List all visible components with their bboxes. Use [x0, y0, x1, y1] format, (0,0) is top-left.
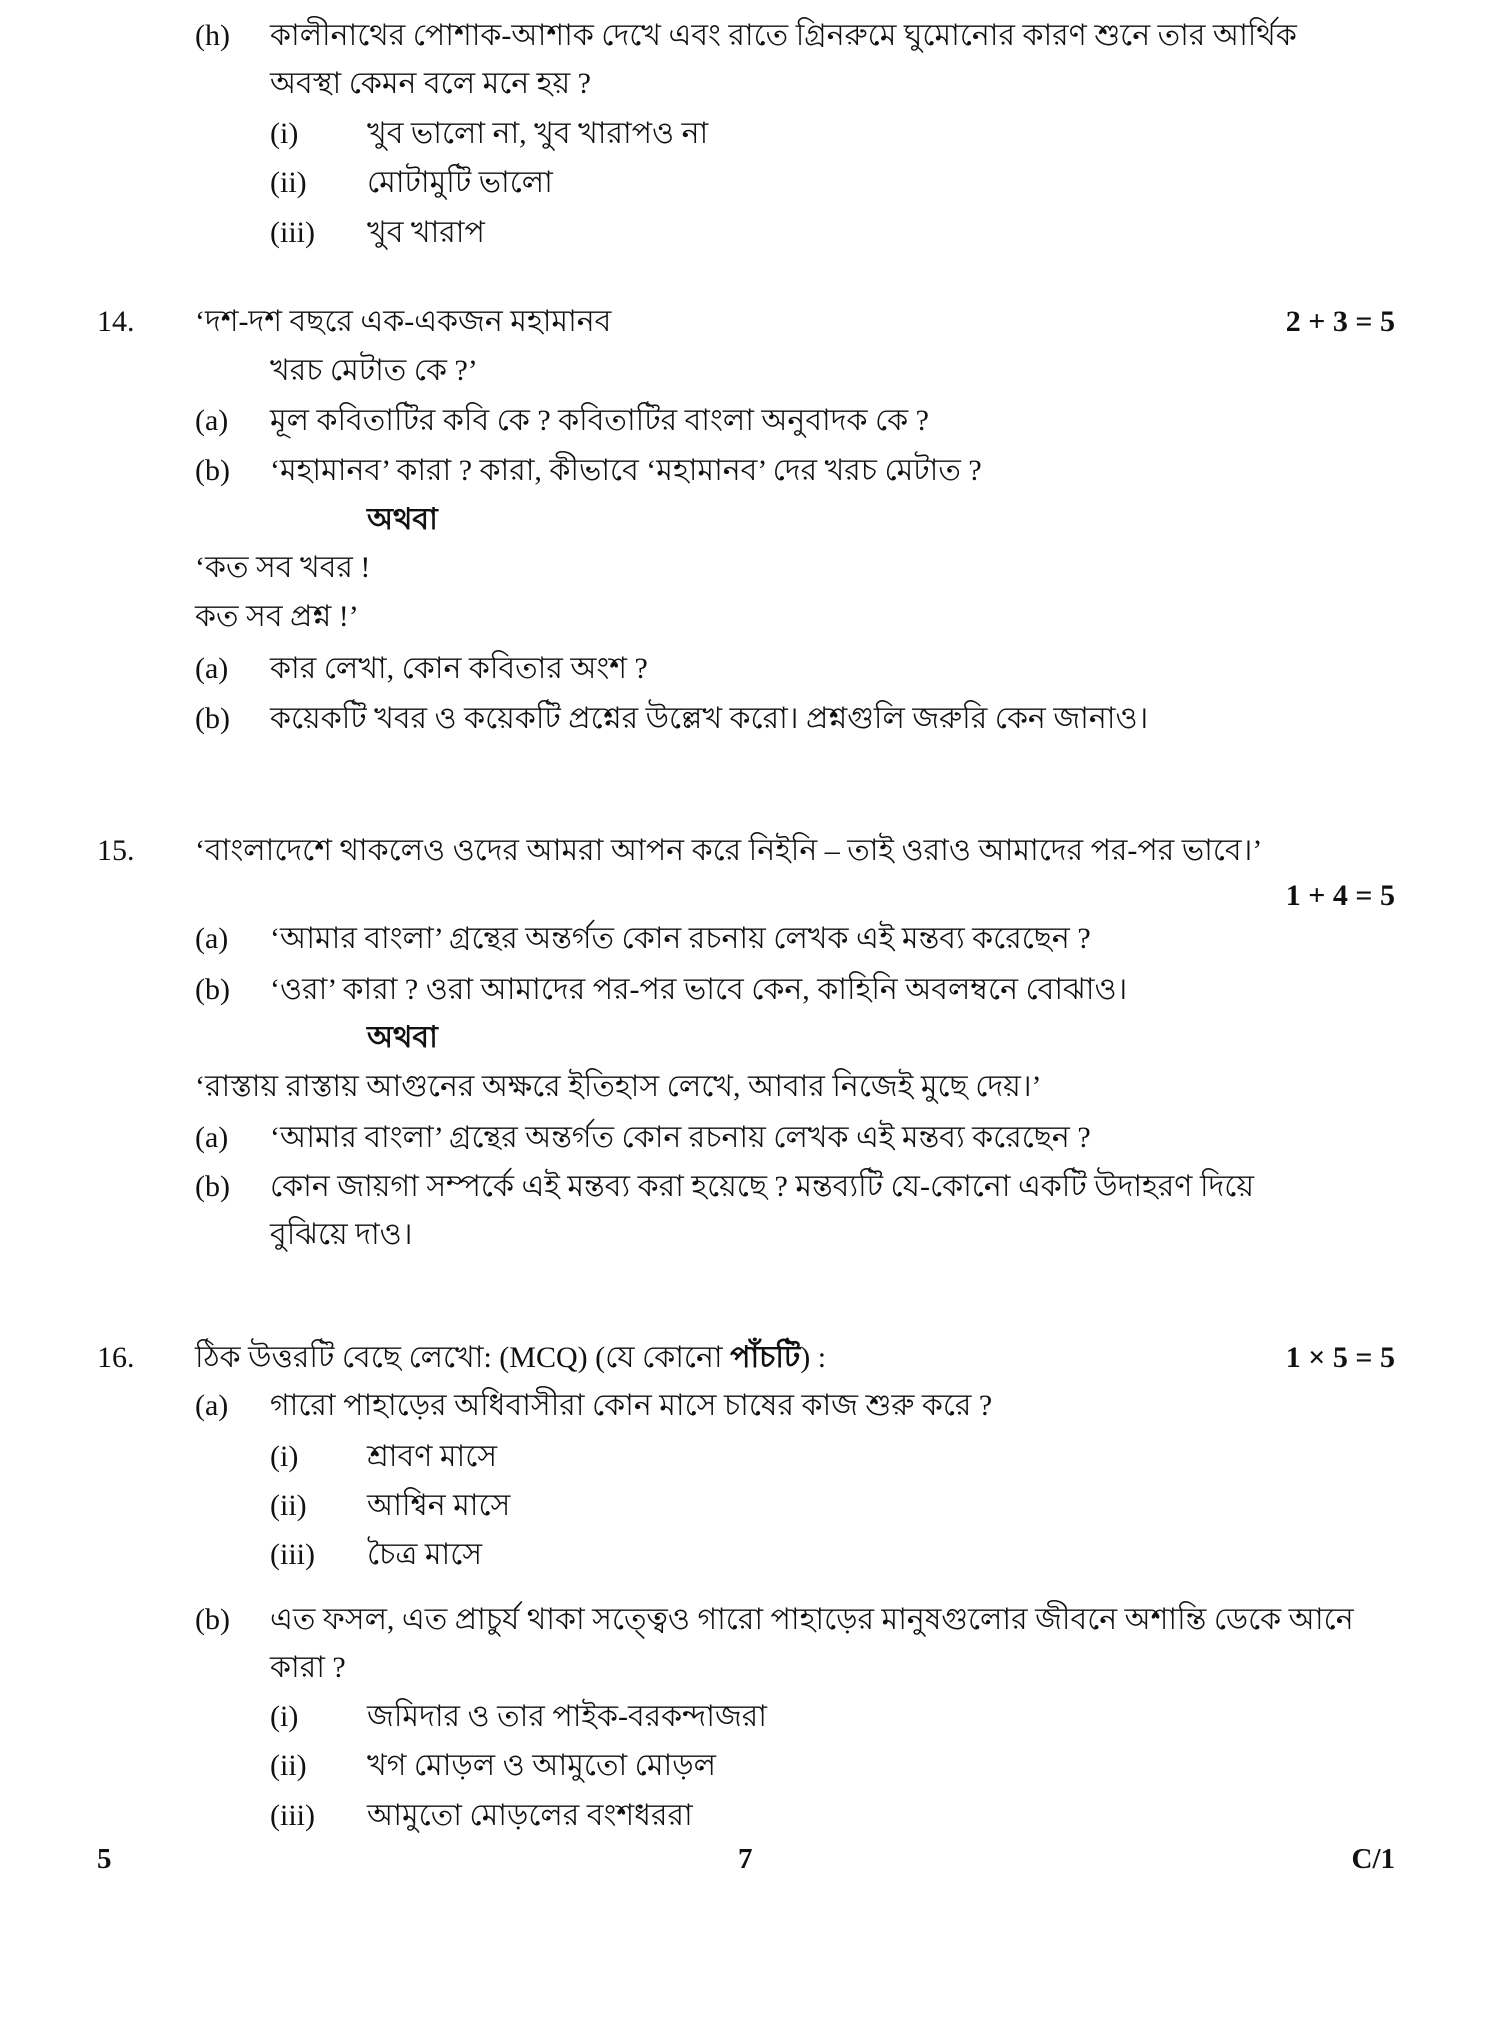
option-line — [0, 1694, 1505, 1740]
text-part: কোন জায়গা সম্পর্কে এই মন্তব্য করা হয়েছে ? মন্তব্যটি যে-কোনো একটি উদাহরণ দিয়ে — [270, 1170, 1255, 1203]
page-number: 7 — [738, 1843, 753, 1875]
text-part: খুব ভালো না, খুব খারাপও না — [367, 117, 709, 150]
option-label: (i) — [270, 1700, 299, 1733]
option-label: (iii) — [270, 216, 315, 249]
option-line — [0, 1434, 1505, 1480]
text-part: ‘আমার বাংলা’ গ্রন্থের অন্তর্গত কোন রচনায় লেখক এই মন্তব্য করেছেন ? — [270, 1121, 1091, 1154]
part-label: (b) — [195, 1170, 230, 1203]
option-line — [0, 160, 1505, 206]
footer-left: 5 — [97, 1843, 112, 1875]
question-number: 15. — [97, 834, 135, 867]
part-label: (a) — [195, 922, 229, 955]
marks-allocation: 1 × 5 = 5 — [1285, 1341, 1395, 1374]
text-part: ‘কত সব খবর ! — [195, 551, 371, 584]
option-label: (i) — [270, 1440, 299, 1473]
line-text — [270, 1645, 346, 1691]
question-number: 14. — [97, 305, 135, 338]
part-label: (a) — [195, 652, 229, 685]
text-part: ‘আমার বাংলা’ গ্রন্থের অন্তর্গত কোন রচনায় লেখক এই মন্তব্য করেছেন ? — [270, 922, 1091, 955]
line-text — [270, 1383, 992, 1429]
line-text — [367, 1793, 693, 1839]
part-label: (b) — [195, 454, 230, 487]
question-line — [0, 1212, 1505, 1258]
option-line — [0, 1483, 1505, 1529]
marks-allocation: 2 + 3 = 5 — [1285, 305, 1395, 338]
option-line — [0, 1532, 1505, 1578]
text-part: কার লেখা, কোন কবিতার অংশ ? — [270, 652, 648, 685]
question-15 — [0, 828, 1505, 874]
question-line — [0, 61, 1505, 107]
line-text — [270, 398, 929, 444]
emphasis-text: পাঁচটি — [730, 1341, 801, 1374]
question-line — [0, 967, 1505, 1013]
question-line — [0, 448, 1505, 494]
line-text — [270, 1212, 412, 1258]
text-part: ‘বাংলাদেশে থাকলেও ওদের আমরা আপন করে নিইনি – তাই ওরাও আমাদের পর-পর ভাবে।’ — [195, 834, 1263, 867]
text-part: কত সব প্রশ্ন !’ — [195, 600, 359, 633]
line-text — [367, 1483, 510, 1529]
line-text — [270, 696, 1148, 742]
question-line — [0, 916, 1505, 962]
text-part: এত ফসল, এত প্রাচুর্য থাকা সত্ত্বেও গারো পাহাড়ের মানুষগুলোর জীবনে অশান্তি ডেকে আনে — [270, 1603, 1354, 1636]
question-line — [0, 594, 1505, 640]
line-text — [270, 61, 591, 107]
part-label: (a) — [195, 404, 229, 437]
line-text — [367, 1694, 767, 1740]
text-part: ঠিক উত্তরটি বেছে লেখো: (MCQ) (যে কোনো — [195, 1341, 731, 1374]
question-line — [0, 348, 1505, 394]
line-text — [195, 828, 1262, 874]
or-divider — [367, 1015, 438, 1061]
text-part: অবস্থা কেমন বলে মনে হয় ? — [270, 67, 591, 100]
part-label: (h) — [195, 19, 230, 52]
line-text — [270, 916, 1091, 962]
text-part: অথবা — [367, 503, 438, 536]
text-part: কয়েকটি খবর ও কয়েকটি প্রশ্নের উল্লেখ করো। প্রশ্নগুলি জরুরি কেন জানাও। — [270, 702, 1149, 735]
text-part: মূল কবিতাটির কবি কে ? কবিতাটির বাংলা অনুবাদক কে ? — [270, 404, 929, 437]
line-text — [270, 448, 982, 494]
question-line — [0, 1383, 1505, 1429]
line-text — [270, 1164, 1254, 1210]
question-line — [0, 1645, 1505, 1691]
line-text — [195, 299, 611, 345]
question-line — [0, 1015, 1505, 1061]
line-text — [367, 160, 553, 206]
line-text — [195, 1064, 1042, 1110]
line-text — [270, 967, 1127, 1013]
line-text — [195, 594, 359, 640]
question-line — [0, 1115, 1505, 1161]
marks-allocation: 1 + 4 = 5 — [1285, 879, 1395, 912]
line-text — [270, 13, 1297, 59]
text-part: আমুতো মোড়লের বংশধররা — [367, 1799, 693, 1832]
footer-right: C/1 — [1351, 1843, 1395, 1875]
text-part: ) : — [800, 1341, 827, 1374]
text-part: শ্রাবণ মাসে — [367, 1440, 498, 1473]
option-line — [0, 1743, 1505, 1789]
option-label: (ii) — [270, 1749, 307, 1782]
line-text — [367, 210, 485, 256]
line-text — [367, 1532, 482, 1578]
question-line — [0, 497, 1505, 543]
text-part: ‘দশ-দশ বছরে এক-একজন মহামানব — [195, 305, 612, 338]
text-part: গারো পাহাড়ের অধিবাসীরা কোন মাসে চাষের কাজ শুরু করে ? — [270, 1389, 993, 1422]
option-label: (i) — [270, 117, 299, 150]
text-part: মোটামুটি ভালো — [367, 166, 553, 199]
question-line — [0, 398, 1505, 444]
question-line — [0, 873, 1505, 919]
text-part: ‘মহামানব’ কারা ? কারা, কীভাবে ‘মহামানব’ দের খরচ মেটাত ? — [270, 454, 982, 487]
question-line — [0, 1597, 1505, 1643]
part-label: (a) — [195, 1121, 229, 1154]
text-part: বুঝিয়ে দাও। — [270, 1218, 413, 1251]
option-label: (ii) — [270, 166, 307, 199]
question-line — [0, 1164, 1505, 1210]
question-16 — [0, 1335, 1505, 1381]
line-text — [270, 1597, 1354, 1643]
question-line — [0, 545, 1505, 591]
part-label: (b) — [195, 1603, 230, 1636]
text-part: চৈত্র মাসে — [367, 1538, 483, 1571]
line-text — [270, 348, 478, 394]
question-number: 16. — [97, 1341, 135, 1374]
line-text — [367, 111, 708, 157]
question-line — [0, 1064, 1505, 1110]
part-label: (b) — [195, 702, 230, 735]
text-part: খুব খারাপ — [367, 216, 485, 249]
line-text — [195, 1335, 826, 1381]
question-14 — [0, 299, 1505, 345]
line-text — [367, 1434, 497, 1480]
text-part: ‘রাস্তায় রাস্তায় আগুনের অক্ষরে ইতিহাস লেখে, আবার নিজেই মুছে দেয়।’ — [195, 1070, 1042, 1103]
option-line — [0, 111, 1505, 157]
line-text — [270, 1115, 1091, 1161]
option-line — [0, 210, 1505, 256]
option-label: (iii) — [270, 1538, 315, 1571]
line-text — [367, 1743, 716, 1789]
text-part: আশ্বিন মাসে — [367, 1489, 511, 1522]
text-part: খগ মোড়ল ও আমুতো মোড়ল — [367, 1749, 716, 1782]
text-part: কালীনাথের পোশাক-আশাক দেখে এবং রাতে গ্রিনরুমে ঘুমোনোর কারণ শুনে তার আর্থিক — [270, 19, 1297, 52]
text-part: কারা ? — [270, 1651, 346, 1684]
option-label: (ii) — [270, 1489, 307, 1522]
line-text — [195, 545, 370, 591]
question-line — [0, 696, 1505, 742]
part-label: (a) — [195, 1389, 229, 1422]
text-part: অথবা — [367, 1021, 438, 1054]
question-line — [0, 13, 1505, 59]
text-part: জমিদার ও তার পাইক-বরকন্দাজরা — [367, 1700, 767, 1733]
option-label: (iii) — [270, 1799, 315, 1832]
question-line — [0, 646, 1505, 692]
text-part: খরচ মেটাত কে ?’ — [270, 354, 478, 387]
option-line — [0, 1793, 1505, 1839]
text-part: ‘ওরা’ কারা ? ওরা আমাদের পর-পর ভাবে কেন, কাহিনি অবলম্বনে বোঝাও। — [270, 973, 1128, 1006]
line-text — [270, 646, 648, 692]
or-divider — [367, 497, 438, 543]
part-label: (b) — [195, 973, 230, 1006]
